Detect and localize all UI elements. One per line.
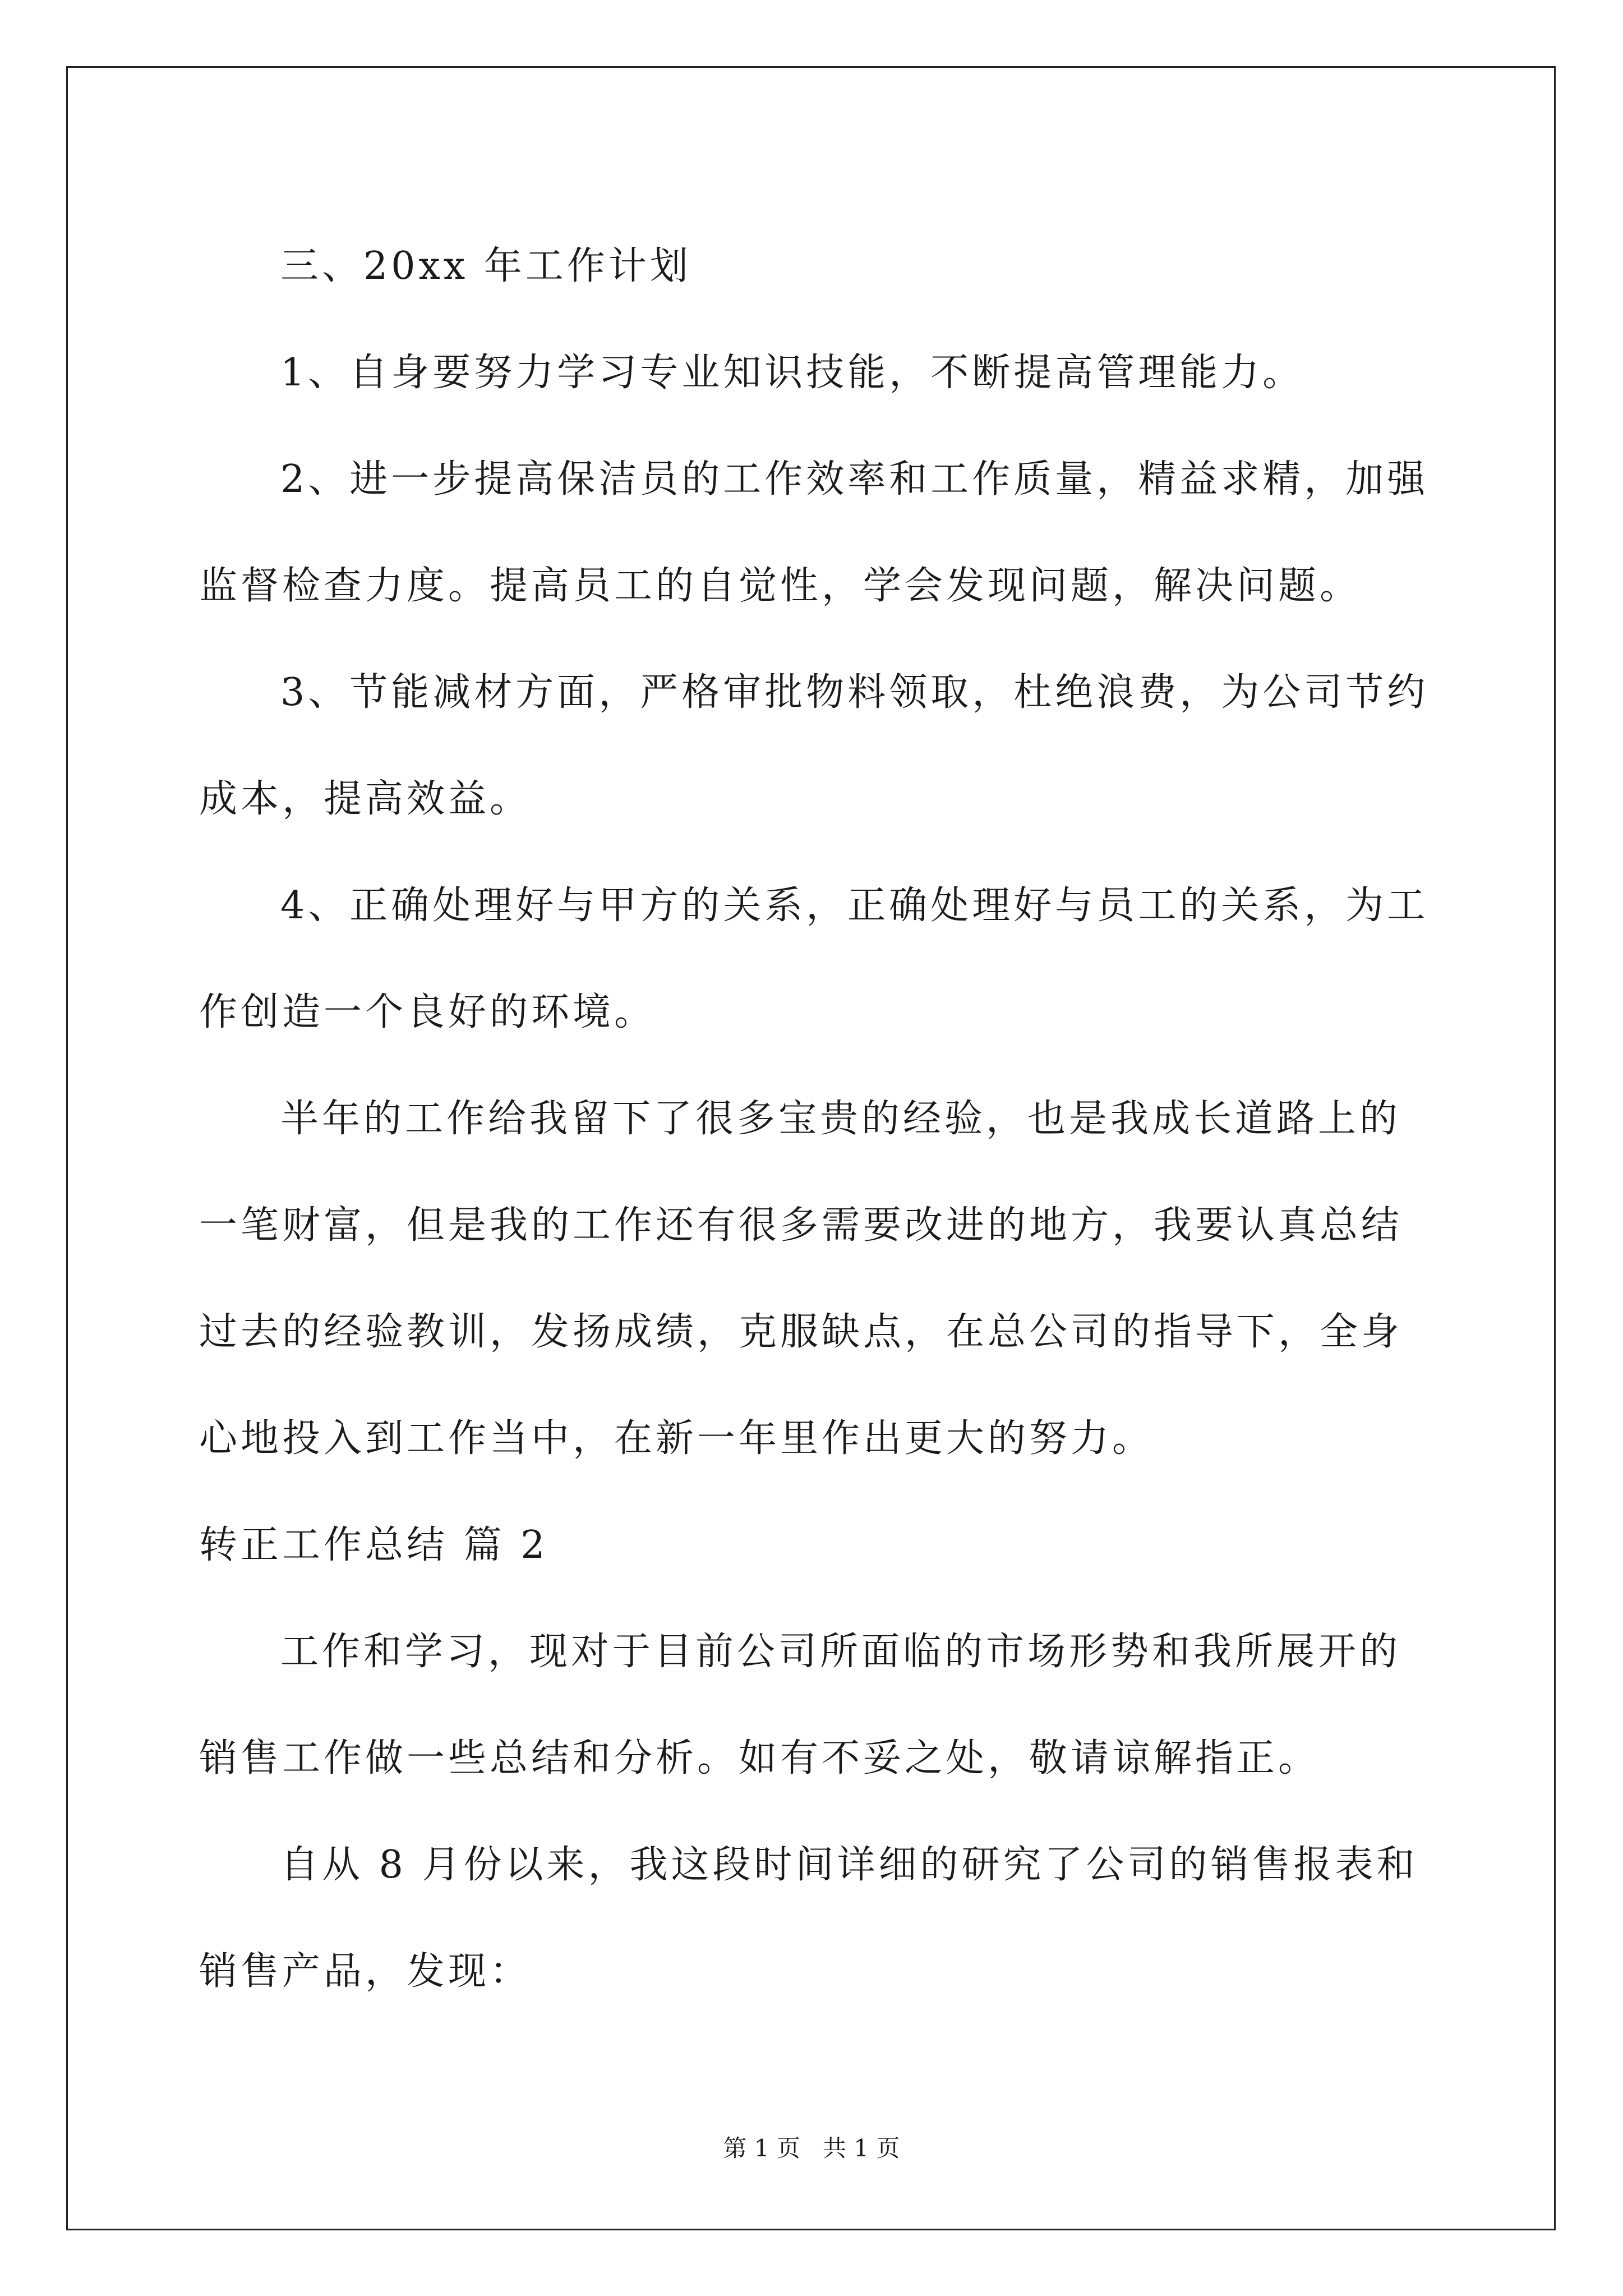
page-total: 共 1 页 [823,2134,900,2162]
paragraph-intro: 工作和学习，现对于目前公司所面临的市场形势和我所展开的销售工作做一些总结和分析。如有不妥之处，敬请谅解指正。 [199,1630,1401,1780]
paragraph-plan-item-2: 2、进一步提高保洁员的工作效率和工作质量，精益求精，加强监督检查力度。提高员工的自觉性，学会发现问题，解决问题。 [199,457,1429,608]
paragraph-plan-heading: 三、20xx 年工作计划 [280,244,691,288]
paragraph-conclusion: 半年的工作给我留下了很多宝贵的经验，也是我成长道路上的一笔财富，但是我的工作还有很多需要改进的地方，我要认真总结过去的经验教训，发扬成绩，克服缺点，在总公司的指导下，全身心地投入到工作当中，在新一年里作出更大的努力。 [199,1097,1403,1461]
paragraph-plan-item-4: 4、正确处理好与甲方的关系，正确处理好与员工的关系，为工作创造一个良好的环境。 [199,884,1429,1034]
paragraph-findings: 自从 8 月份以来，我这段时间详细的研究了公司的销售报表和销售产品，发现： [199,1843,1418,1994]
paragraph-plan-item-1: 1、自身要努力学习专业知识技能，不断提高管理能力。 [280,351,1304,395]
paragraph-plan-item-3: 3、节能减材方面，严格审批物料领取，杜绝浪费，为公司节约成本，提高效益。 [199,670,1429,821]
document-body [199,213,1433,2025]
section-title: 转正工作总结 篇 2 [199,1523,548,1567]
page-number: 第 1 页 [723,2134,800,2162]
page-footer [0,2132,1623,2165]
